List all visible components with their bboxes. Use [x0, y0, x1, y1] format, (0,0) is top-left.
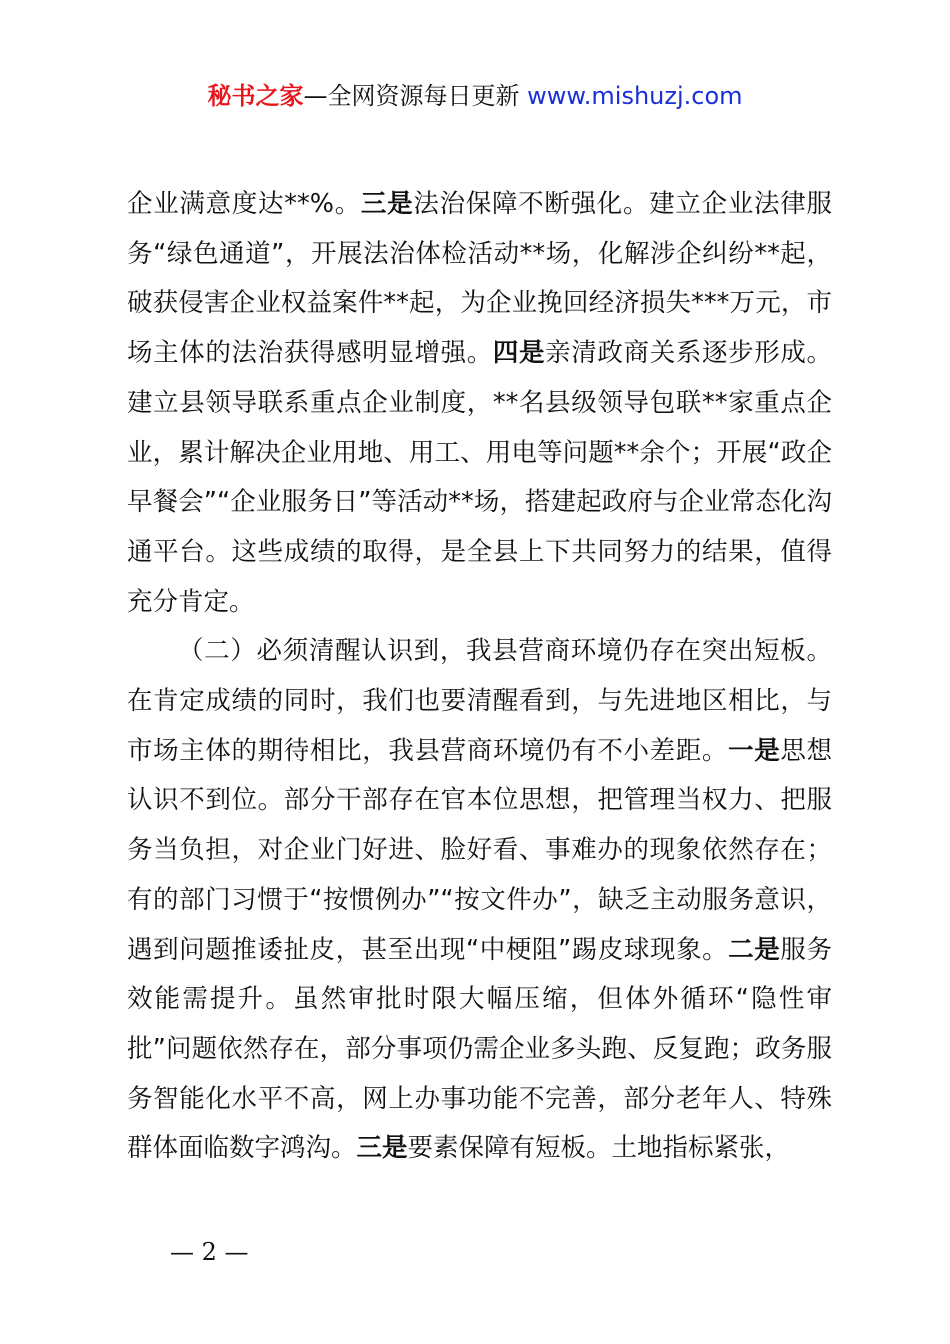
page-header [0, 80, 950, 112]
text-segment: （二）必须清醒认识到，我县营商环境仍存在突出短板。在肯定成绩的同时，我们也要清醒看到，与先进地区相比，与市场主体的期待相比，我县营商环境仍有不小差距。 [127, 636, 832, 766]
emphasis-segment: 一是 [728, 735, 781, 766]
text-segment: 企业满意度达**%。 [127, 189, 361, 219]
emphasis-segment: 三是 [356, 1133, 408, 1164]
text-segment: 服务效能需提升。虽然审批时限大幅压缩，但体外循环“隐性审批”问题依然存在，部分事项仍需企业多头跑、反复跑；政务服务智能化水平不高，网上办事功能不完善，部分老年人、特殊群体面临数字鸿沟。 [127, 934, 832, 1164]
paragraph-1 [127, 180, 832, 627]
text-segment: 亲清政商关系逐步形成。建立县领导联系重点企业制度，**名县级领导包联**家重点企业，累计解决企业用地、用工、用电等问题**余个；开展“政企早餐会”“企业服务日”等活动**场，搭建起政府与企业常态化沟通平台。这些成绩的取得，是全县上下共同努力的结果，值得充分肯定。 [127, 338, 832, 617]
page-number: — 2 — [170, 1238, 249, 1266]
paragraph-2 [127, 627, 832, 1174]
website-link[interactable]: www.mishuzj.com [527, 82, 743, 110]
text-segment: 法治保障不断强化。建立企业法律服务“绿色通道”，开展法治体检活动**场，化解涉企纠纷**起，破获侵害企业权益案件**起，为企业挽回经济损失***万元，市场主体的法治获得感明显增强。 [127, 189, 832, 369]
emphasis-segment: 三是 [360, 189, 414, 219]
text-segment: 要素保障有短板。土地指标紧张， [407, 1133, 791, 1164]
brand-name: 秘书之家 [207, 82, 304, 110]
emphasis-segment: 二是 [728, 934, 781, 965]
text-segment: 思想认识不到位。部分干部存在官本位思想，把管理当权力、把服务当负担，对企业门好进、脸好看、事难办的现象依然存在；有的部门习惯于“按惯例办”“按文件办”，缺乏主动服务意识，遇到问题推诿扯皮，甚至出现“中梗阻”踢皮球现象。 [127, 735, 832, 965]
emphasis-segment: 四是 [492, 338, 546, 369]
document-body [127, 180, 832, 1174]
header-tagline: —全网资源每日更新 [303, 82, 520, 110]
